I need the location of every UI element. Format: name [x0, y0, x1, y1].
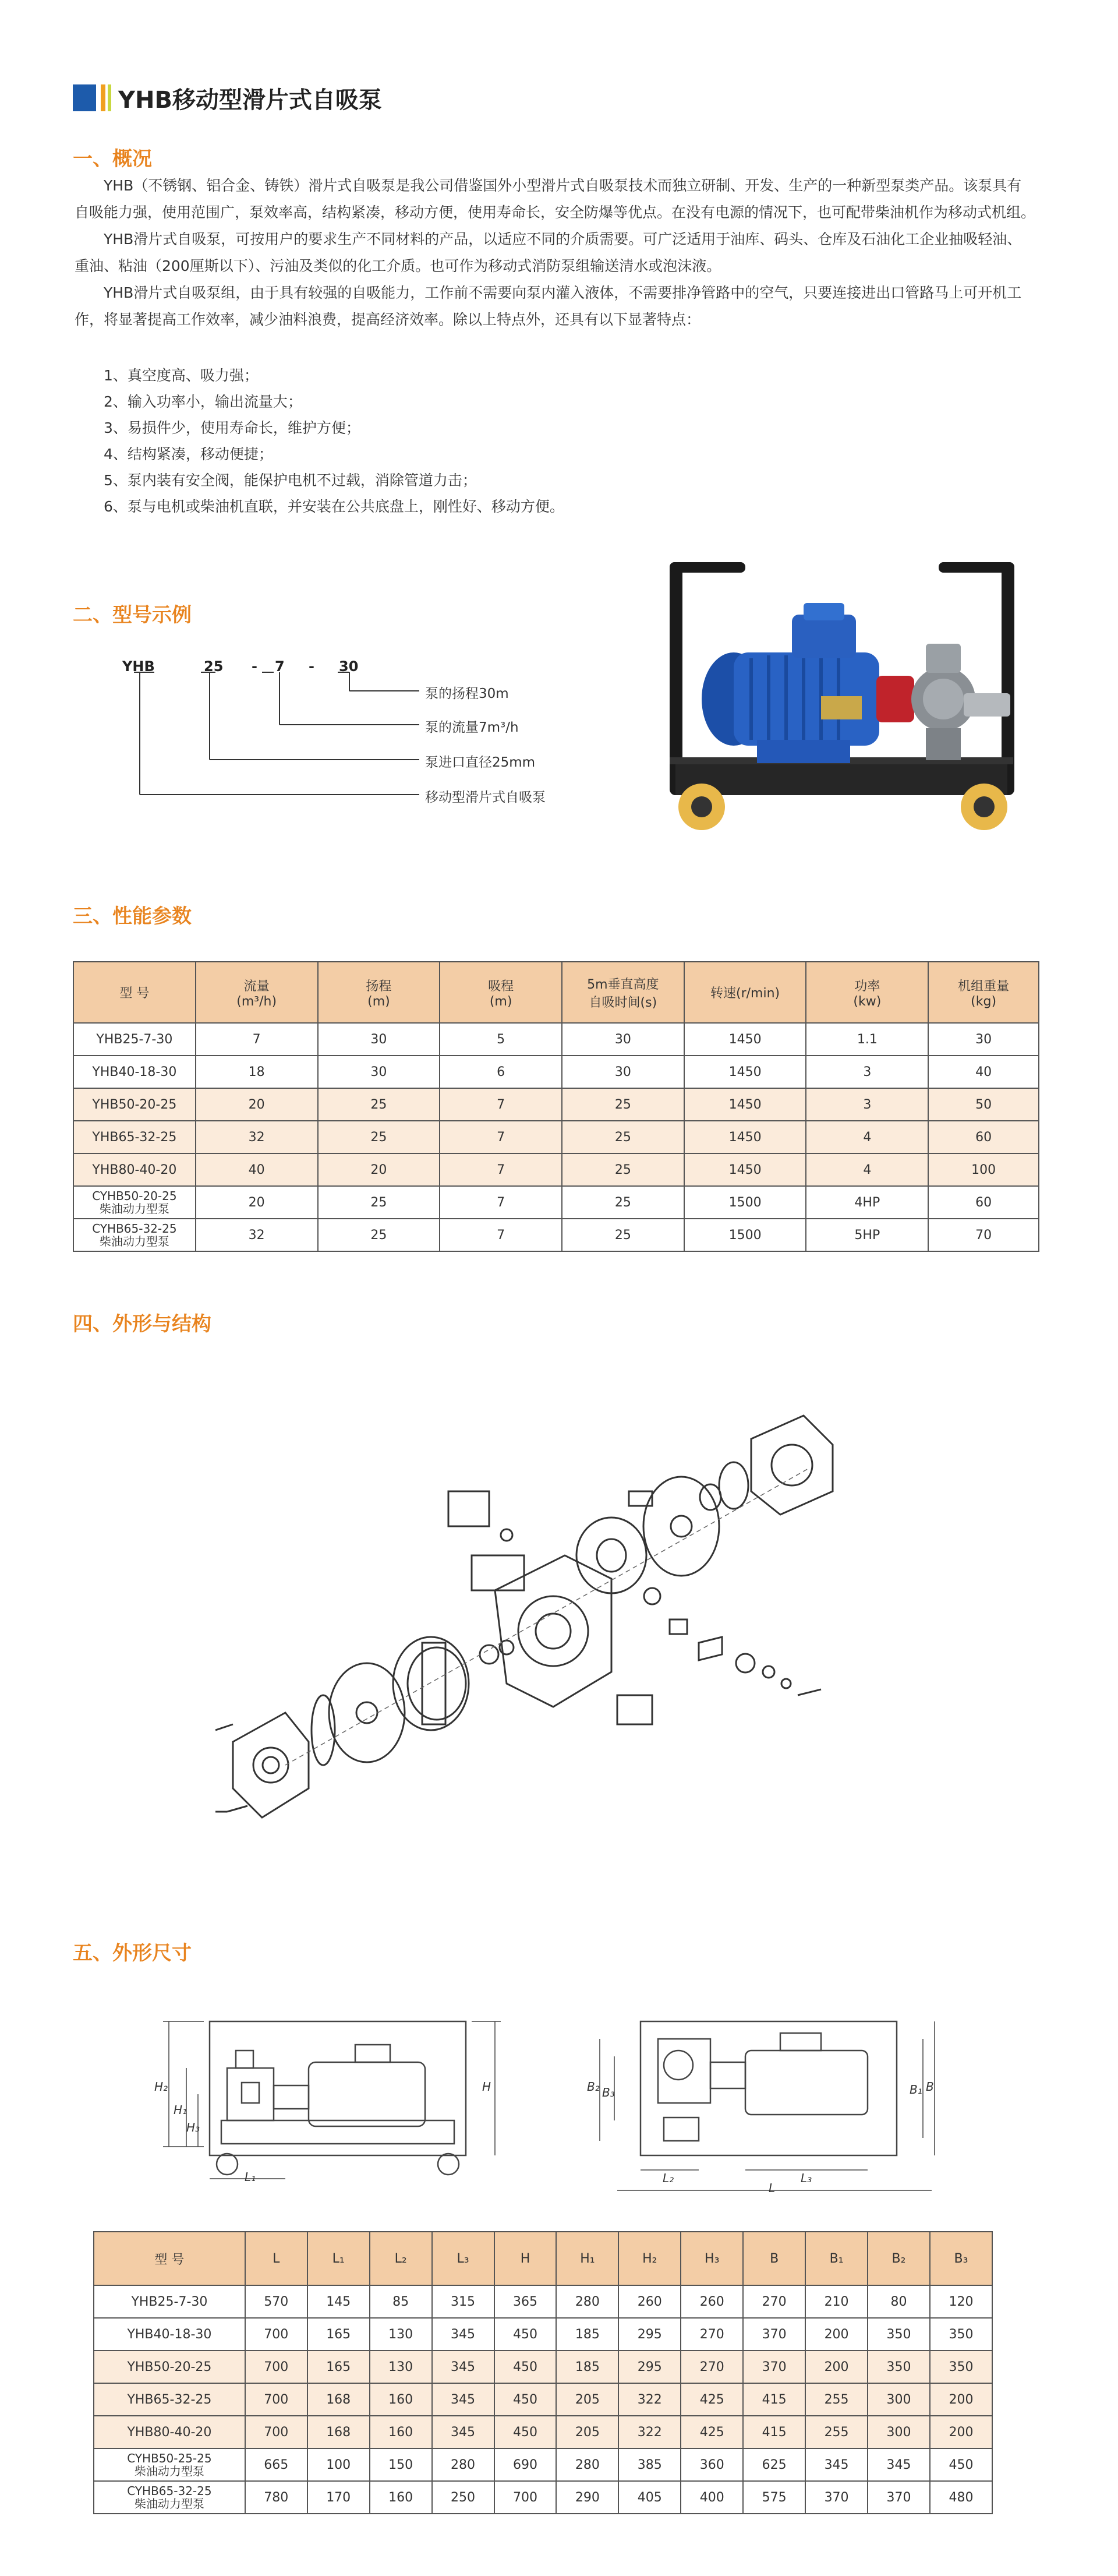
- column-header: 转速(r/min): [684, 962, 806, 1023]
- table-row: [94, 2383, 992, 2416]
- model-cell: CYHB50-20-25 柴油动力型泵: [73, 1186, 196, 1219]
- column-header: 型 号: [94, 2232, 245, 2285]
- model-part-flow: 7: [275, 658, 285, 675]
- pump-unit-illustration: [646, 551, 1042, 839]
- table-cell: 255: [805, 2383, 868, 2416]
- table-cell: 345: [432, 2383, 494, 2416]
- table-cell: 25: [562, 1121, 684, 1153]
- table-cell: 25: [562, 1219, 684, 1251]
- table-cell: 700: [494, 2481, 557, 2514]
- column-header: 机组重量 (kg): [928, 962, 1039, 1023]
- table-cell: 25: [562, 1186, 684, 1219]
- dim-label: B₁: [910, 2083, 922, 2097]
- table-cell: 345: [868, 2448, 930, 2481]
- model-cell: YHB25-7-30: [94, 2285, 245, 2318]
- table-cell: 210: [805, 2285, 868, 2318]
- model-cell: CYHB50-25-25 柴油动力型泵: [94, 2448, 245, 2481]
- brand-logo-stripe: [101, 84, 105, 111]
- model-part-sep: -: [309, 658, 314, 675]
- column-header: B: [743, 2232, 805, 2285]
- table-cell: 30: [318, 1056, 440, 1088]
- table-cell: 160: [370, 2416, 432, 2448]
- overview-paragraph: YHB（不锈钢、铝合金、铸铁）滑片式自吸泵是我公司借鉴国外小型滑片式自吸泵技术而独立研制、开发、生产的一种新型泵类产品。该泵具有自吸能力强，使用范围广，泵效率高，结构紧凑，移动方便，使用寿命长，安全防爆等优点。在没有电源的情况下，也可配带柴油机作为移动式机组。: [75, 177, 1036, 221]
- column-header: 5m垂直高度 自吸时间(s): [562, 962, 684, 1023]
- table-cell: 290: [556, 2481, 618, 2514]
- table-cell: 30: [562, 1023, 684, 1056]
- table-cell: 370: [743, 2318, 805, 2351]
- table-cell: 270: [681, 2318, 743, 2351]
- table-header-row: [94, 2232, 992, 2285]
- model-cell: CYHB65-32-25 柴油动力型泵: [94, 2481, 245, 2514]
- table-cell: 385: [618, 2448, 681, 2481]
- table-cell: 25: [318, 1186, 440, 1219]
- table-cell: 200: [805, 2351, 868, 2383]
- table-row: [73, 1121, 1039, 1153]
- table-cell: 370: [743, 2351, 805, 2383]
- table-cell: 25: [562, 1153, 684, 1186]
- table-cell: 405: [618, 2481, 681, 2514]
- table-cell: 170: [307, 2481, 370, 2514]
- dim-label: L: [769, 2181, 776, 2195]
- table-cell: 280: [556, 2285, 618, 2318]
- top-view-illustration: [582, 2004, 943, 2202]
- model-part-inlet: 25: [204, 658, 224, 675]
- table-cell: 1450: [684, 1023, 806, 1056]
- table-cell: 1500: [684, 1219, 806, 1251]
- table-row: [73, 1088, 1039, 1121]
- section-heading-overview: 一、概况: [73, 147, 152, 171]
- table-cell: 450: [930, 2448, 992, 2481]
- table-cell: 360: [681, 2448, 743, 2481]
- table-cell: 100: [928, 1153, 1039, 1186]
- table-cell: 205: [556, 2416, 618, 2448]
- side-dimension-drawing: [134, 2004, 507, 2190]
- dim-label: H: [482, 2080, 491, 2094]
- table-cell: 32: [196, 1219, 318, 1251]
- brand-logo-block: [73, 84, 96, 111]
- table-cell: 160: [370, 2383, 432, 2416]
- feature-list: [75, 362, 1006, 520]
- dim-label: B₂: [587, 2080, 600, 2094]
- table-cell: 255: [805, 2416, 868, 2448]
- table-cell: 370: [805, 2481, 868, 2514]
- table-cell: 150: [370, 2448, 432, 2481]
- dimension-table: [93, 2231, 993, 2514]
- table-cell: 315: [432, 2285, 494, 2318]
- table-cell: 250: [432, 2481, 494, 2514]
- table-cell: 415: [743, 2383, 805, 2416]
- table-cell: 1.1: [806, 1023, 928, 1056]
- model-cell: YHB40-18-30: [94, 2318, 245, 2351]
- side-view-illustration: [134, 2004, 507, 2190]
- table-cell: 4HP: [806, 1186, 928, 1219]
- table-cell: 100: [307, 2448, 370, 2481]
- table-cell: 270: [743, 2285, 805, 2318]
- table-cell: 40: [928, 1056, 1039, 1088]
- table-cell: 570: [245, 2285, 307, 2318]
- table-cell: 7: [196, 1023, 318, 1056]
- model-desc-flow: 泵的流量7m³/h: [425, 720, 519, 735]
- feature-item: 4、结构紧凑，移动便捷；: [104, 446, 273, 463]
- table-cell: 345: [432, 2351, 494, 2383]
- table-cell: 425: [681, 2416, 743, 2448]
- table-cell: 300: [868, 2416, 930, 2448]
- table-cell: 700: [245, 2318, 307, 2351]
- table-row: [94, 2416, 992, 2448]
- pump-unit-photo: [646, 551, 1042, 839]
- table-cell: 270: [681, 2351, 743, 2383]
- section-heading-performance: 三、性能参数: [73, 905, 192, 928]
- column-header: L₃: [432, 2232, 494, 2285]
- dim-label: L₂: [663, 2171, 674, 2185]
- table-cell: 700: [245, 2383, 307, 2416]
- table-cell: 322: [618, 2383, 681, 2416]
- dim-label: B₃: [602, 2085, 615, 2099]
- feature-item: 1、真空度高、吸力强；: [104, 367, 259, 384]
- table-cell: 260: [681, 2285, 743, 2318]
- section-heading-dimensions: 五、外形尺寸: [73, 1942, 192, 1965]
- table-cell: 130: [370, 2351, 432, 2383]
- dim-label: L₃: [801, 2171, 812, 2185]
- table-cell: 25: [318, 1088, 440, 1121]
- table-cell: 130: [370, 2318, 432, 2351]
- table-cell: 280: [432, 2448, 494, 2481]
- table-cell: 7: [440, 1186, 562, 1219]
- table-cell: 415: [743, 2416, 805, 2448]
- table-cell: 450: [494, 2351, 557, 2383]
- table-cell: 5: [440, 1023, 562, 1056]
- section-heading-model-example: 二、型号示例: [73, 604, 192, 627]
- table-row: [94, 2285, 992, 2318]
- column-header: H₂: [618, 2232, 681, 2285]
- table-row: [94, 2481, 992, 2514]
- table-row: [94, 2351, 992, 2383]
- model-cell: YHB50-20-25: [73, 1088, 196, 1121]
- model-desc-series: 移动型滑片式自吸泵: [425, 790, 546, 805]
- table-cell: 40: [196, 1153, 318, 1186]
- table-cell: 295: [618, 2318, 681, 2351]
- table-cell: 700: [245, 2351, 307, 2383]
- table-cell: 7: [440, 1219, 562, 1251]
- column-header: H: [494, 2232, 557, 2285]
- column-header: H₁: [556, 2232, 618, 2285]
- table-cell: 20: [196, 1186, 318, 1219]
- table-cell: 7: [440, 1088, 562, 1121]
- table-cell: 425: [681, 2383, 743, 2416]
- table-cell: 4: [806, 1121, 928, 1153]
- model-cell: YHB50-20-25: [94, 2351, 245, 2383]
- table-cell: 20: [196, 1088, 318, 1121]
- table-cell: 280: [556, 2448, 618, 2481]
- table-cell: 205: [556, 2383, 618, 2416]
- feature-item: 3、易损件少，使用寿命长，维护方便；: [104, 419, 360, 436]
- table-cell: 780: [245, 2481, 307, 2514]
- exploded-view-drawing: [192, 1369, 891, 1835]
- column-header: 型 号: [73, 962, 196, 1023]
- exploded-view-illustration: [192, 1369, 891, 1835]
- performance-table: [73, 961, 1039, 1252]
- table-cell: 30: [928, 1023, 1039, 1056]
- table-cell: 350: [868, 2351, 930, 2383]
- table-cell: 350: [930, 2318, 992, 2351]
- model-part-head: 30: [339, 658, 359, 675]
- table-cell: 60: [928, 1186, 1039, 1219]
- table-cell: 322: [618, 2416, 681, 2448]
- table-cell: 1500: [684, 1186, 806, 1219]
- column-header: 功率 (kw): [806, 962, 928, 1023]
- table-cell: 345: [805, 2448, 868, 2481]
- model-cell: CYHB65-32-25 柴油动力型泵: [73, 1219, 196, 1251]
- table-cell: 6: [440, 1056, 562, 1088]
- table-cell: 350: [868, 2318, 930, 2351]
- table-cell: 165: [307, 2351, 370, 2383]
- model-part-sep: -: [252, 658, 257, 675]
- model-cell: YHB25-7-30: [73, 1023, 196, 1056]
- table-cell: 370: [868, 2481, 930, 2514]
- model-cell: YHB80-40-20: [73, 1153, 196, 1186]
- table-cell: 200: [805, 2318, 868, 2351]
- column-header: B₃: [930, 2232, 992, 2285]
- column-header: H₃: [681, 2232, 743, 2285]
- dim-label: H₂: [154, 2080, 168, 2094]
- table-row: [94, 2448, 992, 2481]
- table-row: [73, 1056, 1039, 1088]
- table-header-row: [73, 962, 1039, 1023]
- table-cell: 700: [245, 2416, 307, 2448]
- column-header: 吸程 (m): [440, 962, 562, 1023]
- table-cell: 300: [868, 2383, 930, 2416]
- table-cell: 400: [681, 2481, 743, 2514]
- table-cell: 168: [307, 2383, 370, 2416]
- model-part-series: YHB: [122, 658, 155, 675]
- model-cell: YHB40-18-30: [73, 1056, 196, 1088]
- feature-item: 2、输入功率小，输出流量大；: [104, 393, 302, 410]
- table-cell: 18: [196, 1056, 318, 1088]
- model-desc-head: 泵的扬程30m: [425, 686, 509, 701]
- table-cell: 3: [806, 1056, 928, 1088]
- table-cell: 345: [432, 2416, 494, 2448]
- table-cell: 30: [318, 1023, 440, 1056]
- table-cell: 450: [494, 2416, 557, 2448]
- model-desc-inlet: 泵进口直径25mm: [425, 755, 536, 770]
- table-cell: 200: [930, 2416, 992, 2448]
- table-cell: 25: [318, 1219, 440, 1251]
- model-code-diagram: [122, 658, 588, 827]
- table-row: [94, 2318, 992, 2351]
- dim-label: H₁: [174, 2103, 187, 2117]
- brand-logo-stripe-secondary: [108, 84, 111, 111]
- table-cell: 350: [930, 2351, 992, 2383]
- table-cell: 665: [245, 2448, 307, 2481]
- table-row: [73, 1186, 1039, 1219]
- table-cell: 690: [494, 2448, 557, 2481]
- table-cell: 450: [494, 2383, 557, 2416]
- table-cell: 1450: [684, 1056, 806, 1088]
- feature-item: 5、泵内装有安全阀，能保护电机不过载，消除管道力击；: [104, 472, 477, 489]
- table-cell: 3: [806, 1088, 928, 1121]
- table-cell: 1450: [684, 1121, 806, 1153]
- table-cell: 25: [562, 1088, 684, 1121]
- column-header: B₂: [868, 2232, 930, 2285]
- overview-paragraph: YHB滑片式自吸泵组，由于具有较强的自吸能力，工作前不需要向泵内灌入液体，不需要排净管路中的空气，只要连接进出口管路马上可开机工作，将显著提高工作效率，减少油料浪费，提高经济效率。除以上特点外，还具有以下显著特点：: [75, 284, 1022, 328]
- table-cell: 80: [868, 2285, 930, 2318]
- table-cell: 450: [494, 2318, 557, 2351]
- table-row: [73, 1153, 1039, 1186]
- page-title: YHB移动型滑片式自吸泵: [118, 86, 382, 114]
- table-cell: 70: [928, 1219, 1039, 1251]
- page-header: [73, 80, 382, 115]
- column-header: L₁: [307, 2232, 370, 2285]
- dim-label: L₁: [245, 2170, 256, 2184]
- column-header: L: [245, 2232, 307, 2285]
- table-cell: 4: [806, 1153, 928, 1186]
- table-cell: 185: [556, 2351, 618, 2383]
- table-cell: 1450: [684, 1088, 806, 1121]
- column-header: 扬程 (m): [318, 962, 440, 1023]
- column-header: L₂: [370, 2232, 432, 2285]
- table-cell: 575: [743, 2481, 805, 2514]
- model-cell: YHB65-32-25: [73, 1121, 196, 1153]
- table-cell: 145: [307, 2285, 370, 2318]
- column-header: B₁: [805, 2232, 868, 2285]
- feature-item: 6、泵与电机或柴油机直联，并安装在公共底盘上，刚性好、移动方便。: [104, 498, 564, 515]
- table-cell: 60: [928, 1121, 1039, 1153]
- table-cell: 168: [307, 2416, 370, 2448]
- table-cell: 20: [318, 1153, 440, 1186]
- table-cell: 5HP: [806, 1219, 928, 1251]
- table-cell: 185: [556, 2318, 618, 2351]
- dim-label: B: [926, 2080, 934, 2094]
- table-row: [73, 1219, 1039, 1251]
- table-cell: 160: [370, 2481, 432, 2514]
- table-cell: 30: [562, 1056, 684, 1088]
- column-header: 流量 (m³/h): [196, 962, 318, 1023]
- table-cell: 32: [196, 1121, 318, 1153]
- table-cell: 120: [930, 2285, 992, 2318]
- model-cell: YHB80-40-20: [94, 2416, 245, 2448]
- table-cell: 480: [930, 2481, 992, 2514]
- table-cell: 25: [318, 1121, 440, 1153]
- overview-paragraph: YHB滑片式自吸泵，可按用户的要求生产不同材料的产品，以适应不同的介质需要。可广泛适用于油库、码头、仓库及石油化工企业抽吸轻油、重油、粘油（200厘斯以下）、污油及类似的化工介质。也可作为移动式消防泵组输送清水或泡沫液。: [75, 231, 1022, 274]
- table-cell: 365: [494, 2285, 557, 2318]
- table-cell: 50: [928, 1088, 1039, 1121]
- table-row: [73, 1023, 1039, 1056]
- model-cell: YHB65-32-25: [94, 2383, 245, 2416]
- table-cell: 165: [307, 2318, 370, 2351]
- table-cell: 295: [618, 2351, 681, 2383]
- table-cell: 7: [440, 1153, 562, 1186]
- table-cell: 625: [743, 2448, 805, 2481]
- table-cell: 85: [370, 2285, 432, 2318]
- top-dimension-drawing: [582, 2004, 943, 2202]
- section-heading-structure: 四、外形与结构: [73, 1312, 211, 1336]
- dim-label: H₃: [186, 2120, 200, 2134]
- table-cell: 260: [618, 2285, 681, 2318]
- overview-text: [75, 172, 1035, 333]
- table-cell: 7: [440, 1121, 562, 1153]
- table-cell: 200: [930, 2383, 992, 2416]
- table-cell: 345: [432, 2318, 494, 2351]
- table-cell: 1450: [684, 1153, 806, 1186]
